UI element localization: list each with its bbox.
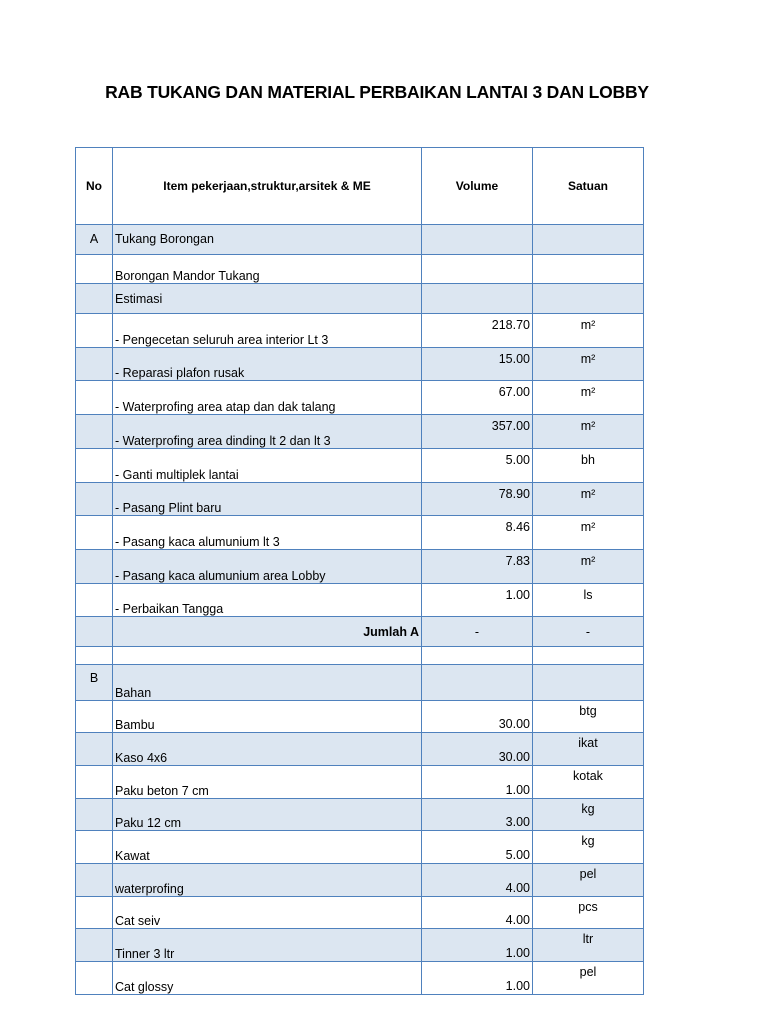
- volume-cell: 1.00: [422, 962, 533, 995]
- volume-cell: 1.00: [422, 929, 533, 962]
- table-row: [76, 549, 644, 583]
- volume-cell: 5.00: [422, 831, 533, 864]
- satuan-cell: kotak: [533, 766, 644, 799]
- rab-table: [75, 147, 644, 995]
- section-a-estimasi-row: [76, 284, 644, 314]
- table-row: [76, 516, 644, 550]
- item-cell: - Perbaikan Tangga: [113, 583, 422, 617]
- volume-cell: 1.00: [422, 583, 533, 617]
- table-header-row: [76, 148, 644, 225]
- item-cell: - Ganti multiplek lantai: [113, 448, 422, 482]
- table-row: [76, 896, 644, 929]
- volume-cell: 8.46: [422, 516, 533, 550]
- satuan-cell: pel: [533, 962, 644, 995]
- volume-cell: 4.00: [422, 896, 533, 929]
- satuan-cell: kg: [533, 831, 644, 864]
- table-row: [76, 381, 644, 415]
- satuan-cell: m²: [533, 347, 644, 381]
- satuan-cell: m²: [533, 482, 644, 516]
- section-a-estimasi: Estimasi: [113, 284, 422, 314]
- item-cell: Cat seiv: [113, 896, 422, 929]
- table-row: [76, 766, 644, 799]
- section-b-no: B: [76, 664, 113, 700]
- header-no: No: [76, 148, 113, 225]
- item-cell: - Reparasi plafon rusak: [113, 347, 422, 381]
- header-volume: Volume: [422, 148, 533, 225]
- header-item: Item pekerjaan,struktur,arsitek & ME: [113, 148, 422, 225]
- item-cell: - Waterprofing area atap dan dak talang: [113, 381, 422, 415]
- item-cell: Cat glossy: [113, 962, 422, 995]
- satuan-cell: pel: [533, 864, 644, 897]
- table-row: [76, 831, 644, 864]
- spacer-row: [76, 646, 644, 664]
- section-a-subtitle: Borongan Mandor Tukang: [113, 254, 422, 284]
- section-b-title: Bahan: [113, 664, 422, 700]
- satuan-cell: btg: [533, 700, 644, 733]
- volume-cell: 4.00: [422, 864, 533, 897]
- section-a-header-row: [76, 225, 644, 255]
- satuan-cell: kg: [533, 798, 644, 831]
- item-cell: Tinner 3 ltr: [113, 929, 422, 962]
- table-row: [76, 929, 644, 962]
- item-cell: - Pasang Plint baru: [113, 482, 422, 516]
- volume-cell: 218.70: [422, 314, 533, 348]
- total-a-satuan: -: [533, 617, 644, 647]
- total-a-row: [76, 617, 644, 647]
- table-row: [76, 700, 644, 733]
- satuan-cell: ltr: [533, 929, 644, 962]
- satuan-cell: m²: [533, 381, 644, 415]
- section-a-no: A: [76, 225, 113, 255]
- volume-cell: 1.00: [422, 766, 533, 799]
- volume-cell: 15.00: [422, 347, 533, 381]
- table-row: [76, 415, 644, 449]
- volume-cell: 78.90: [422, 482, 533, 516]
- table-row: [76, 482, 644, 516]
- satuan-cell: m²: [533, 415, 644, 449]
- section-b-header-row: [76, 664, 644, 700]
- table-row: [76, 448, 644, 482]
- satuan-cell: m²: [533, 549, 644, 583]
- volume-cell: 30.00: [422, 733, 533, 766]
- volume-cell: 3.00: [422, 798, 533, 831]
- table-row: [76, 962, 644, 995]
- volume-cell: 7.83: [422, 549, 533, 583]
- volume-cell: 30.00: [422, 700, 533, 733]
- item-cell: Bambu: [113, 700, 422, 733]
- item-cell: Paku 12 cm: [113, 798, 422, 831]
- satuan-cell: bh: [533, 448, 644, 482]
- volume-cell: 5.00: [422, 448, 533, 482]
- total-a-volume: -: [422, 617, 533, 647]
- table-row: [76, 347, 644, 381]
- satuan-cell: ls: [533, 583, 644, 617]
- table-row: [76, 583, 644, 617]
- item-cell: - Pengecetan seluruh area interior Lt 3: [113, 314, 422, 348]
- header-satuan: Satuan: [533, 148, 644, 225]
- satuan-cell: ikat: [533, 733, 644, 766]
- item-cell: Kawat: [113, 831, 422, 864]
- document-title: RAB TUKANG DAN MATERIAL PERBAIKAN LANTAI 3 DAN LOBBY: [105, 82, 649, 102]
- satuan-cell: m²: [533, 516, 644, 550]
- table-row: [76, 733, 644, 766]
- total-a-label: Jumlah A: [113, 617, 422, 647]
- item-cell: - Pasang kaca alumunium lt 3: [113, 516, 422, 550]
- table-row: [76, 314, 644, 348]
- item-cell: - Waterprofing area dinding lt 2 dan lt 3: [113, 415, 422, 449]
- satuan-cell: m²: [533, 314, 644, 348]
- volume-cell: 67.00: [422, 381, 533, 415]
- item-cell: waterprofing: [113, 864, 422, 897]
- table-row: [76, 864, 644, 897]
- volume-cell: 357.00: [422, 415, 533, 449]
- table-row: [76, 798, 644, 831]
- section-a-subtitle-row: [76, 254, 644, 284]
- item-cell: Kaso 4x6: [113, 733, 422, 766]
- section-a-title: Tukang Borongan: [113, 225, 422, 255]
- item-cell: Paku beton 7 cm: [113, 766, 422, 799]
- item-cell: - Pasang kaca alumunium area Lobby: [113, 549, 422, 583]
- satuan-cell: pcs: [533, 896, 644, 929]
